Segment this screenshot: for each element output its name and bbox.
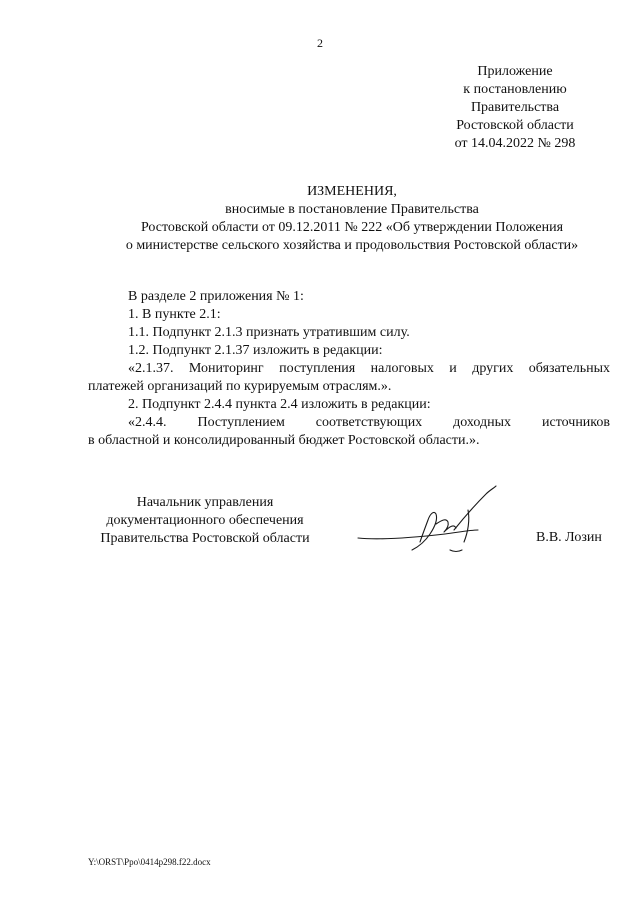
body-paragraph-justified: «2.1.37. Мониторинг поступления налоговых и других обязательных [128, 361, 610, 376]
handwritten-signature [350, 480, 500, 560]
appendix-line: Приложение [477, 64, 553, 79]
body-paragraph-continuation: в областной и консолидированный бюджет Ростовской области.». [88, 433, 480, 448]
document-title [80, 183, 624, 255]
file-path: Y:\ORST\Ppo\0414p298.f22.docx [88, 857, 211, 867]
title-line: Ростовской области от 09.12.2011 № 222 «Об утверждении Положения [140, 220, 564, 235]
document-body [88, 288, 610, 450]
body-paragraph: 1. В пункте 2.1: [128, 307, 221, 322]
appendix-line: к постановлению [463, 82, 567, 97]
body-paragraph-justified: «2.4.4. Поступлением соответствующих доходных источников [128, 415, 610, 430]
signer-line: Правительства Ростовской области [100, 531, 310, 546]
body-paragraph-continuation: платежей организаций по курируемым отраслям.». [88, 379, 392, 394]
body-paragraph: 2. Подпункт 2.4.4 пункта 2.4 изложить в редакции: [128, 397, 431, 412]
appendix-line: Правительства [470, 100, 560, 115]
body-paragraph: В разделе 2 приложения № 1: [128, 289, 304, 304]
signer-position [80, 494, 330, 548]
signer-name: В.В. Лозин [536, 530, 602, 545]
body-paragraph: 1.1. Подпункт 2.1.3 признать утратившим силу. [128, 325, 410, 340]
appendix-block [440, 63, 590, 153]
title-heading: ИЗМЕНЕНИЯ, [307, 184, 397, 199]
body-paragraph: 1.2. Подпункт 2.1.37 изложить в редакции: [128, 343, 383, 358]
signer-line: документационного обеспечения [106, 513, 304, 528]
page-number: 2 [317, 36, 323, 50]
appendix-line: Ростовской области [456, 118, 574, 133]
signer-line: Начальник управления [136, 495, 274, 510]
title-line: вносимые в постановление Правительства [225, 202, 479, 217]
appendix-line: от 14.04.2022 № 298 [454, 136, 576, 151]
title-line: о министерстве сельского хозяйства и продовольствия Ростовской области» [125, 238, 579, 253]
